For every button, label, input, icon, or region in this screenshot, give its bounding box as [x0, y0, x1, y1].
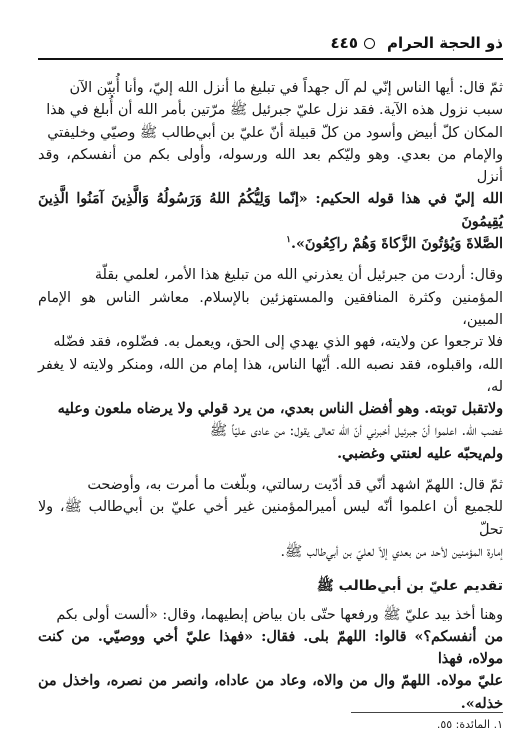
- running-header: [38, 30, 503, 56]
- footnote: ١. المائدة: ٥٥.: [436, 718, 503, 731]
- section-heading: تقديم عليّ بن أبي‌طالب ﷺ: [316, 578, 503, 595]
- text-line: المؤمنين وكثرة المنافقين والمستهزئين بالإسلام. معاشر الناس هو الإمام المبين،: [38, 289, 503, 328]
- paragraph-3: [38, 474, 503, 563]
- text-line: وقال: أردت من جبرئيل أن يعذرني الله من تبليغ هذا الأمر، لعلمي بقلّة: [94, 267, 503, 284]
- text-line: والإمام من بعدي. وهو وليّكم بعد الله ورسوله، وأولى بكم من أنفسكم، وقد أنزل: [38, 146, 503, 186]
- text-line: الله، واقبلوه، فقد نصبه الله. أيّها الناس، هذا إمام من الله، ومنكر ولايته لا يغفر له،: [38, 356, 503, 395]
- text-line: ولاتقبل توبته. وهو أفضل الناس بعدي، من يرد قولي ولا يرضاه ملعون وعليه: [57, 401, 503, 418]
- text-line: ثمّ قال: أيها الناس إنّي لم آل جهداً في تبليغ ما أنزل الله إليّ، وأنا أُبيّن الآن: [69, 80, 503, 96]
- quran-quote-last-line: [38, 233, 503, 255]
- text-line: وهنا أخذ بيد عليّ ﷺ ورفعها حتّى بان بياض إبطيهما، وقال: «ألست أولى بكم: [56, 606, 503, 623]
- quran-quote-line: الله إليّ في هذا قوله الحكيم: «إنّما وَلِيُّكُمُ اللهُ وَرَسُولُهُ وَالَّذِينَ آمَنُوا الَّذِينَ يُقِيمُونَ: [38, 191, 503, 230]
- paragraph-1: [38, 77, 503, 255]
- text-line: غضب الله. اعلموا أنّ جبرئيل أخبرني أنّ الله تعالى يقول: من عادى عليّاً ﷺ: [209, 423, 503, 440]
- text-line: سبب نزول هذه الآية. فقد نزل عليّ جبرئيل ﷺ مرّتين بأمر الله أن أُبلغ في هذا: [46, 102, 503, 119]
- header-rule: [38, 58, 503, 60]
- text-line: من أنفسكم؟» قالوا: اللهمّ بلى. فقال: «فهذا عليّ أخي ووصيّي. من كنت مولاه، فهذا: [38, 628, 503, 668]
- quran-quote-end: الصَّلاةَ وَيُؤتُونَ الزَّكاةَ وَهُمْ راكِعُونَ».: [291, 236, 503, 253]
- paragraph-4: [38, 604, 503, 715]
- text-line: للجميع أن اعلموا أنّه ليس أميرالمؤمنين غير أخي عليّ بن أبي‌طالب ﷺ، ولا تحلّ: [38, 499, 503, 538]
- text-line: المكان كلّ أبيض وأسود من كلّ قبيلة أنّ عليّ بن أبي‌طالب ﷺ وصيّي وخليفتي: [47, 124, 503, 141]
- text-line: ولم‌يحبّه عليه لعنتي وغضبي.: [337, 445, 503, 462]
- footnote-marker: ١: [286, 235, 291, 246]
- text-line: إمارة المؤمنين لأحد من بعدي إلاّ لعليّ بن أبي‌طالب ﷺ.: [280, 543, 503, 560]
- text-line: فلا ترجعوا عن ولايته، فهو الذي يهدي إلى الحق، ويعمل به. فضّلوه، فقد فضّله: [53, 334, 503, 351]
- text-line: ثمّ قال: اللهمّ اشهد أنّي قد أدّيت رسالتي، وبلّغت ما أمرت به، وأوضحت: [87, 477, 503, 494]
- footnote-rule: [351, 712, 503, 713]
- text-line: عليّ مولاه. اللهمّ وال من والاه، وعاد من عاداه، وانصر من نصره، واخذل من خذله».: [38, 673, 503, 712]
- header-circle-ornament: [364, 38, 375, 49]
- page-number: ٤٤٥: [330, 34, 358, 52]
- main-text: [38, 77, 503, 724]
- paragraph-2: [38, 264, 503, 465]
- header-title: ذو الحجة الحرام: [386, 34, 503, 52]
